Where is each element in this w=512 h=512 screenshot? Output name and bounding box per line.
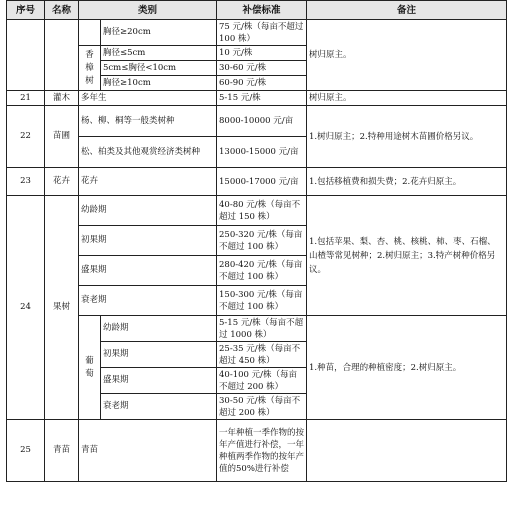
cell-category: 青苗 <box>79 420 217 482</box>
cell-standard: 250-320 元/株（每亩不超过 100 株） <box>217 226 307 256</box>
cell-note <box>307 420 507 482</box>
cell-stage: 盛果期 <box>101 368 217 394</box>
cell-standard: 40-100 元/株（每亩不超过 200 株） <box>217 368 307 394</box>
cell-standard: 5-15 元/株（每亩不超过 1000 株） <box>217 316 307 342</box>
cell-standard: 30-50 元/株（每亩不超过 200 株） <box>217 394 307 420</box>
cell-standard: 5-15 元/株 <box>217 91 307 106</box>
cell-blank <box>79 20 101 46</box>
cell-category: 胸径≤5cm <box>101 46 217 61</box>
table-row <box>7 196 507 226</box>
cell-standard: 13000-15000 元/亩 <box>217 137 307 168</box>
compensation-table <box>6 0 507 482</box>
cell-stage: 幼龄期 <box>79 196 217 226</box>
cell-standard: 75 元/株（每亩不超过 100 株） <box>217 20 307 46</box>
cell-no: 24 <box>7 196 45 420</box>
cell-standard: 15000-17000 元/亩 <box>217 168 307 196</box>
header-note: 备注 <box>307 1 507 20</box>
table-row <box>7 91 507 106</box>
subname-text: 香樟树 <box>85 49 94 86</box>
cell-name: 青苗 <box>45 420 79 482</box>
table-row <box>7 20 507 46</box>
cell-standard: 25-35 元/株（每亩不超过 450 株） <box>217 342 307 368</box>
cell-standard: 10 元/株 <box>217 46 307 61</box>
cell-stage: 衰老期 <box>79 286 217 316</box>
cell-name: 花卉 <box>45 168 79 196</box>
cell-category: 松、柏类及其他观赏经济类树种 <box>79 137 217 168</box>
cell-note: 树归原主。 <box>307 91 507 106</box>
cell-note: 1.包括苹果、梨、杏、桃、核桃、柿、枣、石榴、山楂等常见树种；2.树归原主；3.特产树种价格另议。 <box>307 196 507 316</box>
cell-no: 25 <box>7 420 45 482</box>
cell-stage: 初果期 <box>101 342 217 368</box>
cell-stage: 衰老期 <box>101 394 217 420</box>
table-row <box>7 420 507 482</box>
cell-standard: 60-90 元/株 <box>217 76 307 91</box>
cell-no: 21 <box>7 91 45 106</box>
cell-standard: 一年种植一季作物的按年产值进行补偿，一年种植两季作物的按年产值的50%进行补偿 <box>217 420 307 482</box>
cell-category: 胸径≥10cm <box>101 76 217 91</box>
cell-stage: 盛果期 <box>79 256 217 286</box>
cell-stage: 初果期 <box>79 226 217 256</box>
cell-no: 23 <box>7 168 45 196</box>
table-row <box>7 106 507 137</box>
header-row <box>7 1 507 20</box>
cell-no: 22 <box>7 106 45 168</box>
cell-standard: 40-80 元/株（每亩不超过 150 株） <box>217 196 307 226</box>
header-category: 类别 <box>79 1 217 20</box>
cell-name: 灌木 <box>45 91 79 106</box>
cell-standard: 8000-10000 元/亩 <box>217 106 307 137</box>
header-name: 名称 <box>45 1 79 20</box>
cell-note: 1.包括移植费和损失费；2.花卉归原主。 <box>307 168 507 196</box>
header-standard: 补偿标准 <box>217 1 307 20</box>
cell-category: 花卉 <box>79 168 217 196</box>
cell-category: 杨、柳、桐等一般类树种 <box>79 106 217 137</box>
cell-category: 5cm≤胸径<10cm <box>101 61 217 76</box>
cell-standard: 30-60 元/株 <box>217 61 307 76</box>
header-no: 序号 <box>7 1 45 20</box>
cell-category: 多年生 <box>79 91 217 106</box>
cell-standard: 150-300 元/株（每亩不超过 100 株） <box>217 286 307 316</box>
cell-name: 果树 <box>45 196 79 420</box>
cell-name: 苗圃 <box>45 106 79 168</box>
cell-name <box>45 20 79 91</box>
cell-no <box>7 20 45 91</box>
table-row <box>7 316 507 342</box>
cell-note: 1.树归原主；2.特种用途树木苗圃价格另议。 <box>307 106 507 168</box>
cell-note: 树归原主。 <box>307 20 507 91</box>
cell-subname <box>79 46 101 91</box>
table-row <box>7 168 507 196</box>
cell-standard: 280-420 元/株（每亩不超过 100 株） <box>217 256 307 286</box>
cell-stage: 幼龄期 <box>101 316 217 342</box>
cell-category: 胸径≥20cm <box>101 20 217 46</box>
subname-text: 葡萄 <box>85 355 94 379</box>
cell-note: 1.种苗，合理的种植密度；2.树归原主。 <box>307 316 507 420</box>
cell-subname <box>79 316 101 420</box>
